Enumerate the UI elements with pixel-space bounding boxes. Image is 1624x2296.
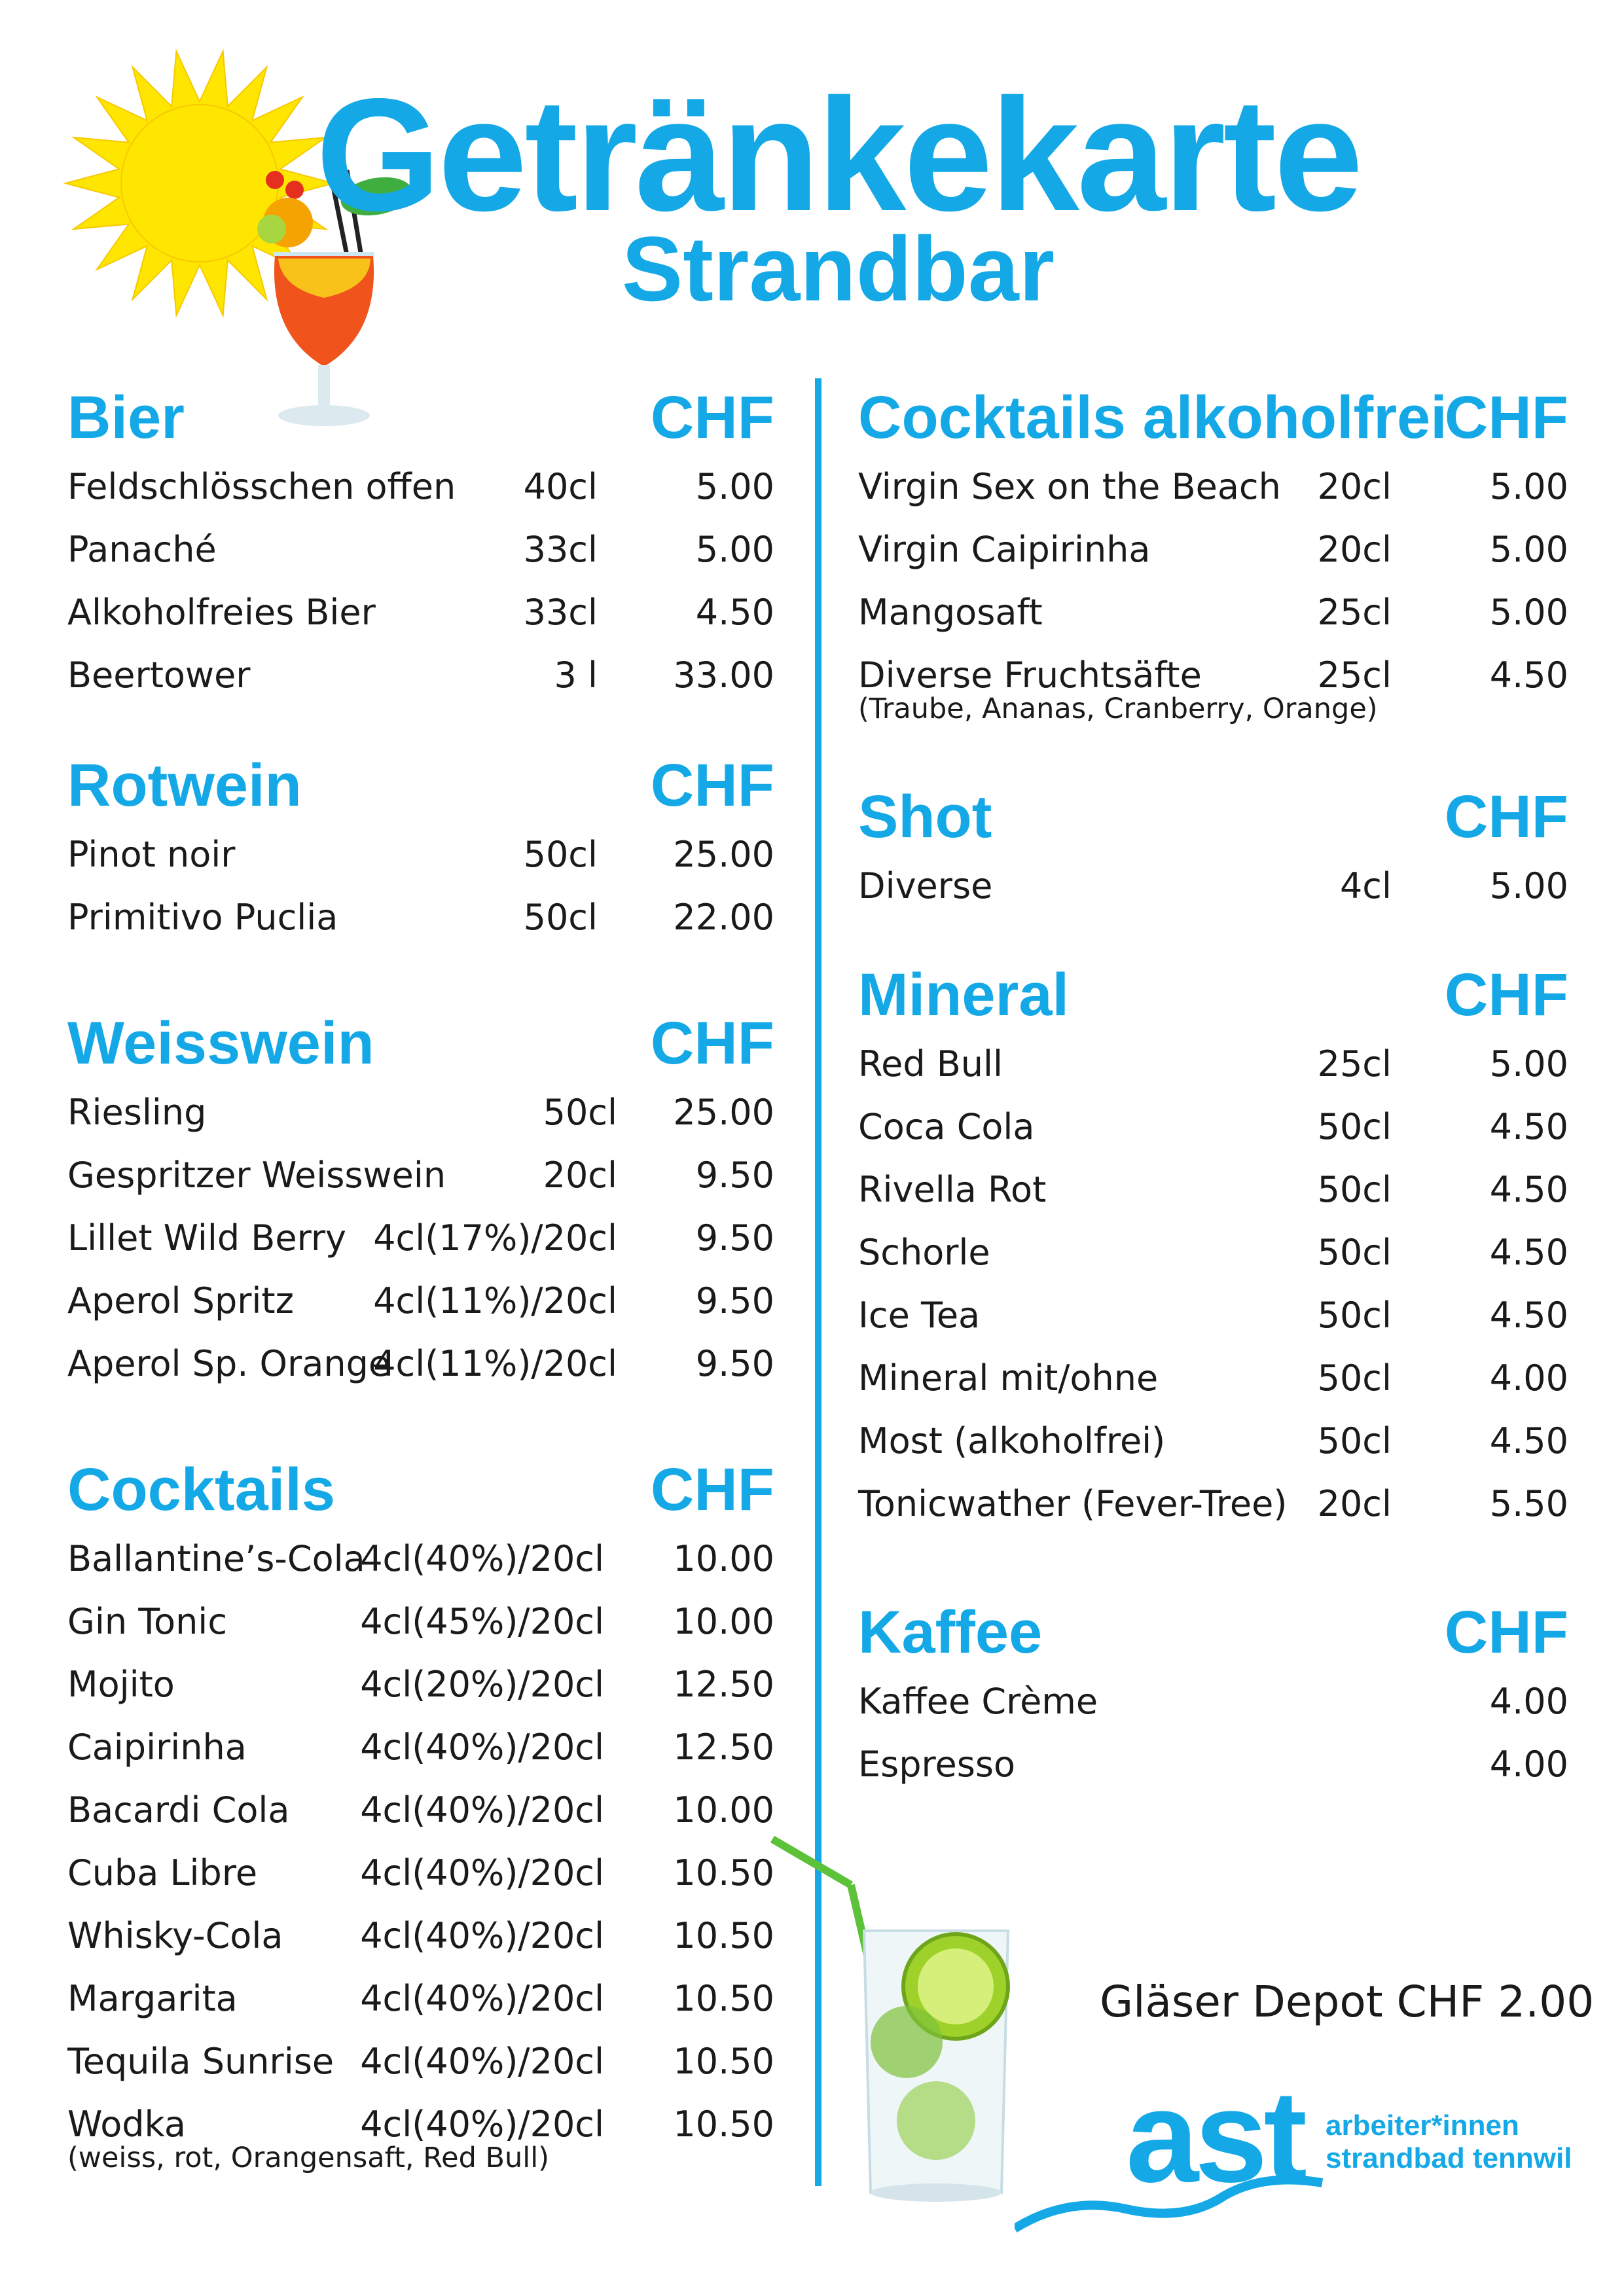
item-price: 33.00 [673,655,774,696]
item-size: 4cl(40%)/20cl [360,1852,604,1893]
currency-label: CHF [1444,1599,1568,1666]
section-heading [858,779,1568,855]
currency-label: CHF [650,1456,774,1523]
item-price: 10.50 [673,2041,774,2082]
item-size: 4cl(17%)/20cl [373,1217,617,1259]
menu-item [858,1284,1568,1347]
section-shot [858,779,1568,918]
item-size: 25cl [1317,1043,1392,1085]
item-size: 50cl [1317,1106,1392,1147]
currency-label: CHF [650,752,774,819]
menu-item [67,518,774,581]
section-heading [67,747,774,823]
menu-item [858,1033,1568,1096]
item-size: 4cl(40%)/20cl [360,1538,604,1579]
item-price: 4.00 [1489,1357,1568,1399]
item-price: 4.50 [1489,1420,1568,1462]
menu-item [67,1590,774,1653]
item-price: 4.50 [1489,1106,1568,1147]
item-name: Cuba Libre [67,1852,258,1893]
item-name: Panaché [67,529,217,570]
item-name: Lillet Wild Berry [67,1217,346,1259]
item-size: 20cl [1317,1483,1392,1524]
logo-line-2: strandbad tennwil [1326,2142,1572,2174]
item-price: 5.00 [1489,865,1568,906]
menu-item [67,1144,774,1207]
item-size: 50cl [1317,1295,1392,1336]
menu-item [858,581,1568,644]
menu-item [67,1270,774,1333]
item-price: 12.50 [673,1727,774,1768]
menu-column-right [858,380,1568,1796]
item-price: 10.50 [673,1915,774,1956]
item-name: Whisky-Cola [67,1915,283,1956]
item-size: 50cl [1317,1169,1392,1210]
logo-line-1: arbeiter*innen [1326,2109,1519,2142]
item-name: Primitivo Puclia [67,897,338,938]
section-cocktails-alkoholfrei [858,380,1568,725]
item-name: Wodka [67,2104,186,2145]
item-name: Espresso [858,1744,1016,1785]
item-price: 9.50 [695,1155,774,1196]
logo-text: ast [1126,2064,1304,2210]
item-size: 33cl [523,592,598,633]
item-name: Ballantine’s-Cola [67,1538,365,1579]
menu-item [67,1905,774,1967]
section-title: Shot [858,783,992,850]
currency-label: CHF [1444,384,1568,451]
item-price: 4.50 [1489,1232,1568,1273]
item-size: 25cl [1317,592,1392,633]
item-name: Ice Tea [858,1295,981,1336]
item-name: Mojito [67,1664,175,1705]
menu-item [67,823,774,886]
currency-label: CHF [650,384,774,451]
item-price: 4.00 [1489,1744,1568,1785]
item-name: Diverse Fruchtsäfte [858,655,1202,696]
section-heading [67,1005,774,1081]
currency-label: CHF [650,1010,774,1077]
item-name: Alkoholfreies Bier [67,592,376,633]
item-name: Pinot noir [67,834,236,875]
item-size: 20cl [1317,466,1392,507]
menu-item [67,1333,774,1395]
item-size: 4cl(40%)/20cl [360,2041,604,2082]
section-heading [67,1452,774,1528]
item-size: 20cl [1317,529,1392,570]
item-price: 9.50 [695,1343,774,1384]
item-name: Riesling [67,1092,207,1133]
item-size: 4cl(40%)/20cl [360,1978,604,2019]
section-mineral [858,957,1568,1535]
item-price: 12.50 [673,1664,774,1705]
section-note: (weiss, rot, Orangensaft, Red Bull) [67,2142,549,2174]
item-size: 50cl [523,834,598,875]
section-title: Kaffee [858,1599,1043,1666]
item-price: 5.00 [1489,592,1568,633]
item-name: Feldschlösschen offen [67,466,456,507]
item-name: Mangosaft [858,592,1043,633]
menu-item [858,1221,1568,1284]
menu-item [67,1528,774,1590]
section-cocktails [67,1452,774,2174]
item-price: 9.50 [695,1280,774,1321]
item-size: 50cl [1317,1232,1392,1273]
section-heading [858,380,1568,456]
item-size: 4cl(11%)/20cl [373,1280,617,1321]
menu-item [858,1158,1568,1221]
item-name: Most (alkoholfrei) [858,1420,1166,1462]
menu-item [858,1473,1568,1535]
item-price: 5.00 [1489,466,1568,507]
item-name: Aperol Sp. Orange [67,1343,391,1384]
item-price: 9.50 [695,1217,774,1259]
menu-item [858,1410,1568,1473]
item-size: 4cl(20%)/20cl [360,1664,604,1705]
menu-item [67,1779,774,1842]
item-price: 5.50 [1489,1483,1568,1524]
section-heading [858,1594,1568,1670]
item-price: 5.00 [695,529,774,570]
item-price: 4.50 [695,592,774,633]
item-size: 4cl(40%)/20cl [360,1915,604,1956]
item-size: 4cl(11%)/20cl [373,1343,617,1384]
item-name: Virgin Sex on the Beach [858,466,1281,507]
item-price: 10.00 [673,1601,774,1642]
section-title: Rotwein [67,752,302,819]
item-price: 25.00 [673,834,774,875]
item-name: Tonicwather (Fever-Tree) [858,1483,1288,1524]
glass-deposit-note: Gläser Depot CHF 2.00 [1100,1977,1595,2027]
item-size: 3 l [554,655,598,696]
section-title: Cocktails [67,1456,336,1523]
item-name: Margarita [67,1978,238,2019]
item-size: 4cl(40%)/20cl [360,2104,604,2145]
mojito-glass-icon [766,1826,1067,2206]
menu-item [858,1096,1568,1158]
section-note: (Traube, Ananas, Cranberry, Orange) [858,692,1378,725]
menu-item [67,644,774,707]
item-size: 4cl(45%)/20cl [360,1601,604,1642]
item-price: 4.50 [1489,1295,1568,1336]
section-weisswein [67,1005,774,1395]
item-size: 50cl [1317,1420,1392,1462]
menu-item [67,1653,774,1716]
item-price: 22.00 [673,897,774,938]
item-size: 40cl [523,466,598,507]
item-name: Beertower [67,655,251,696]
menu-item [67,2030,774,2093]
item-price: 5.00 [1489,1043,1568,1085]
item-name: Schorle [858,1232,990,1273]
currency-label: CHF [1444,961,1568,1028]
item-price: 4.50 [1489,655,1568,696]
section-title: Weisswein [67,1010,374,1077]
menu-item [67,456,774,518]
menu-item [67,1967,774,2030]
menu-item [858,1670,1568,1733]
menu-item [858,1347,1568,1410]
item-name: Rivella Rot [858,1169,1047,1210]
section-bier [67,380,774,707]
item-price: 25.00 [673,1092,774,1133]
menu-item [858,644,1568,707]
item-size: 33cl [523,529,598,570]
item-price: 5.00 [1489,529,1568,570]
menu-item [858,456,1568,518]
menu-item [67,1081,774,1144]
menu-item [67,1842,774,1905]
item-price: 5.00 [695,466,774,507]
item-size: 50cl [523,897,598,938]
page-title: Getränkekarte [316,65,1361,244]
section-kaffee [858,1594,1568,1796]
item-price: 4.50 [1489,1169,1568,1210]
item-name: Diverse [858,865,993,906]
item-name: Gin Tonic [67,1601,228,1642]
menu-item [858,518,1568,581]
menu-item [67,2093,774,2156]
item-name: Mineral mit/ohne [858,1357,1159,1399]
section-title: Mineral [858,961,1070,1028]
menu-item [67,581,774,644]
item-price: 10.50 [673,2104,774,2145]
section-title: Cocktails alkoholfrei [858,384,1447,451]
item-name: Red Bull [858,1043,1003,1085]
item-size: 4cl(40%)/20cl [360,1727,604,1768]
section-title: Bier [67,384,185,451]
menu-item [67,1207,774,1270]
section-heading [858,957,1568,1033]
item-price: 10.00 [673,1789,774,1831]
item-name: Coca Cola [858,1106,1035,1147]
item-size: 4cl(40%)/20cl [360,1789,604,1831]
item-name: Tequila Sunrise [67,2041,334,2082]
item-size: 50cl [543,1092,617,1133]
item-price: 10.00 [673,1538,774,1579]
menu-item [67,1716,774,1779]
currency-label: CHF [1444,783,1568,850]
section-heading [67,380,774,456]
item-name: Bacardi Cola [67,1789,290,1831]
menu-item [858,855,1568,918]
item-price: 10.50 [673,1978,774,2019]
item-price: 10.50 [673,1852,774,1893]
page-subtitle: Strandbar [621,217,1055,320]
menu-column-left [67,380,774,2174]
section-rotwein [67,747,774,949]
item-size: 4cl [1339,865,1392,906]
item-size: 50cl [1317,1357,1392,1399]
item-price: 4.00 [1489,1681,1568,1722]
menu-item [67,886,774,949]
item-size: 25cl [1317,655,1392,696]
item-name: Aperol Spritz [67,1280,294,1321]
item-name: Gespritzer Weisswein [67,1155,446,1196]
item-name: Virgin Caipirinha [858,529,1151,570]
item-size: 20cl [543,1155,617,1196]
item-name: Kaffee Crème [858,1681,1098,1722]
item-name: Caipirinha [67,1727,247,1768]
menu-item [858,1733,1568,1796]
